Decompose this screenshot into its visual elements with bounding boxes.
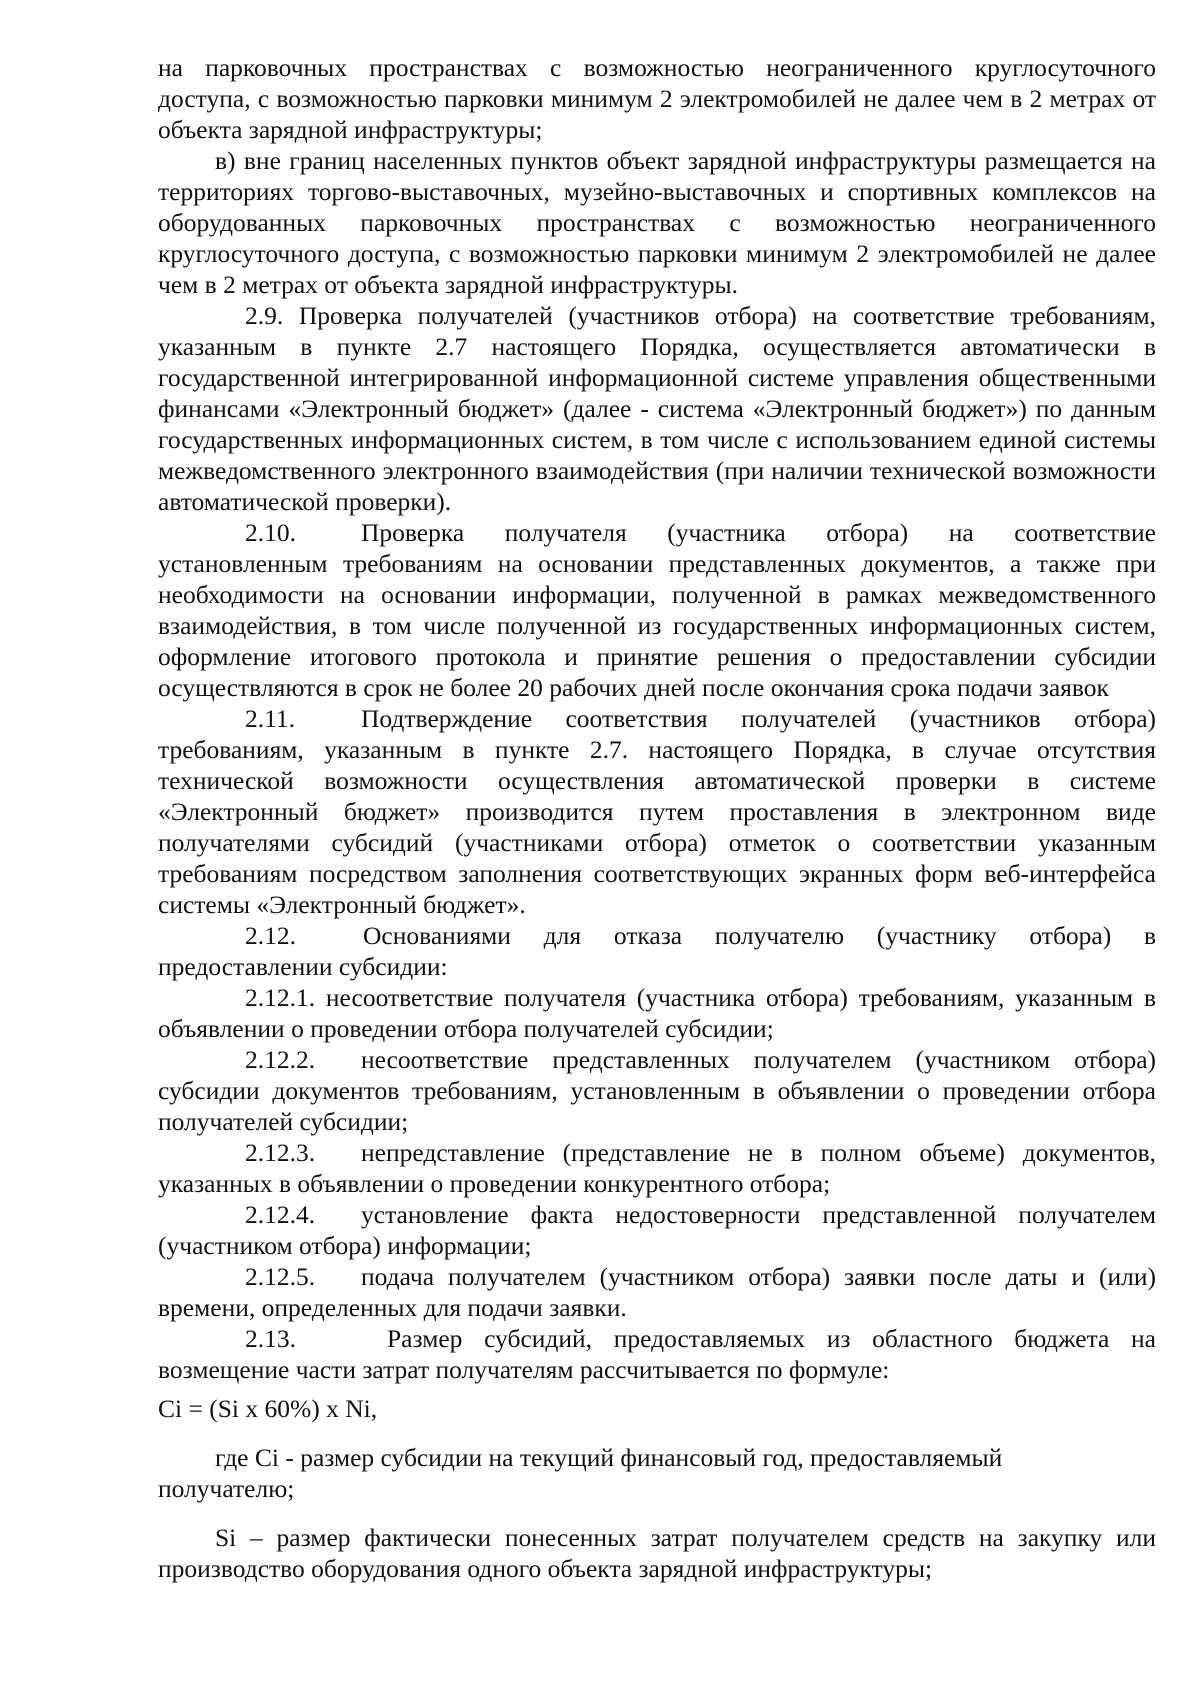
clause-2-9 bbox=[158, 300, 1156, 517]
paragraph-item-v: в) вне границ населенных пунктов объект зарядной инфраструктуры размещается на территориях торгово-выставочных, музейно-выставочных и спортивных комплексов на оборудованных парковочных пространствах с возможностью неограниченного круглосуточного доступа, с возможностью парковки минимум 2 электромобилей не далее чем в 2 метрах от объекта зарядной инфраструктуры. bbox=[158, 146, 1156, 299]
clause-number: 2.12.2. bbox=[245, 1045, 316, 1074]
clause-number: 2.12.5. bbox=[245, 1262, 316, 1291]
clause-2-12-3 bbox=[158, 1137, 1156, 1199]
clause-2-12-2 bbox=[158, 1044, 1156, 1137]
clause-number: 2.12.3. bbox=[245, 1138, 316, 1167]
clause-text: несоответствие представленных получателем (участником отбора) субсидии документов требованиям, установленным в объявлении о проведении отбора получателей субсидии; bbox=[158, 1045, 1156, 1136]
clause-2-10 bbox=[158, 517, 1156, 703]
clause-2-11 bbox=[158, 703, 1156, 920]
paragraph-continuation: на парковочных пространствах с возможностью неограниченного круглосуточного доступа, с возможностью парковки минимум 2 электромобилей не далее чем в 2 метрах от объекта зарядной инфраструктуры; bbox=[158, 53, 1156, 144]
clause-2-13 bbox=[158, 1323, 1156, 1385]
clause-2-12-4 bbox=[158, 1199, 1156, 1261]
clause-text: несоответствие получателя (участника отбора) требованиям, указанным в объявлении о проведении отбора получателей субсидии; bbox=[158, 983, 1157, 1043]
subsidy-formula: Ci = (Si x 60%) x Ni, bbox=[158, 1394, 378, 1423]
clause-number: 2.12.4. bbox=[245, 1200, 316, 1229]
clause-number: 2.9. bbox=[245, 301, 284, 330]
formula-definition-ci: где Ci - размер субсидии на текущий финансовый год, предоставляемый получателю; bbox=[158, 1443, 1003, 1503]
clause-text: Подтверждение соответствия получателей (участников отбора) требованиям, указанным в пункте 2.7. настоящего Порядка, в случае отсутствия технической возможности осуществления автоматической проверки в системе «Электронный бюджет» производится путем проставления в электронном виде получателями субсидий (участниками отбора) отметок о соответствии указанным требованиям посредством заполнения соответствующих экранных форм веб-интерфейса системы «Электронный бюджет». bbox=[158, 704, 1156, 919]
clause-text: непредставление (представление не в полном объеме) документов, указанных в объявлении о проведении конкурентного отбора; bbox=[158, 1138, 1156, 1198]
clause-2-12-5 bbox=[158, 1261, 1156, 1323]
clause-text: Проверка получателя (участника отбора) на соответствие установленным требованиям на основании представленных документов, а также при необходимости на основании информации, полученной в рамках межведомственного взаимодействия, в том числе полученной из государственных информационных систем, оформление итогового протокола и принятие решения о предоставлении субсидии осуществляются в срок не более 20 рабочих дней после окончания срока подачи заявок bbox=[158, 518, 1156, 702]
formula-definition-si: Si – размер фактически понесенных затрат получателем средств на закупку или производство оборудования одного объекта зарядной инфраструктуры; bbox=[158, 1523, 1156, 1583]
clause-text: Основаниями для отказа получателю (участнику отбора) в предоставлении субсидии: bbox=[158, 921, 1156, 981]
clause-number: 2.11. bbox=[245, 704, 296, 733]
clause-text: установление факта недостоверности представленной получателем (участником отбора) информации; bbox=[158, 1200, 1156, 1260]
clause-number: 2.12. bbox=[245, 921, 296, 950]
clause-number: 2.10. bbox=[245, 518, 296, 547]
clause-2-12-1 bbox=[158, 982, 1156, 1044]
clause-number: 2.12.1. bbox=[245, 983, 316, 1012]
clause-text: Размер субсидий, предоставляемых из областного бюджета на возмещение части затрат получателям рассчитывается по формуле: bbox=[158, 1324, 1156, 1384]
clause-text: подача получателем (участником отбора) заявки после даты и (или) времени, определенных для подачи заявки. bbox=[158, 1262, 1156, 1322]
clause-text: Проверка получателей (участников отбора) на соответствие требованиям, указанным в пункте 2.7 настоящего Порядка, осуществляется автоматически в государственной интегрированной информационной системе управления общественными финансами «Электронный бюджет» (далее - система «Электронный бюджет») по данным государственных информационных систем, в том числе с использованием единой системы межведомственного электронного взаимодействия (при наличии технической возможности автоматической проверки). bbox=[158, 301, 1156, 516]
clause-number: 2.13. bbox=[245, 1324, 296, 1353]
clause-2-12 bbox=[158, 920, 1156, 982]
